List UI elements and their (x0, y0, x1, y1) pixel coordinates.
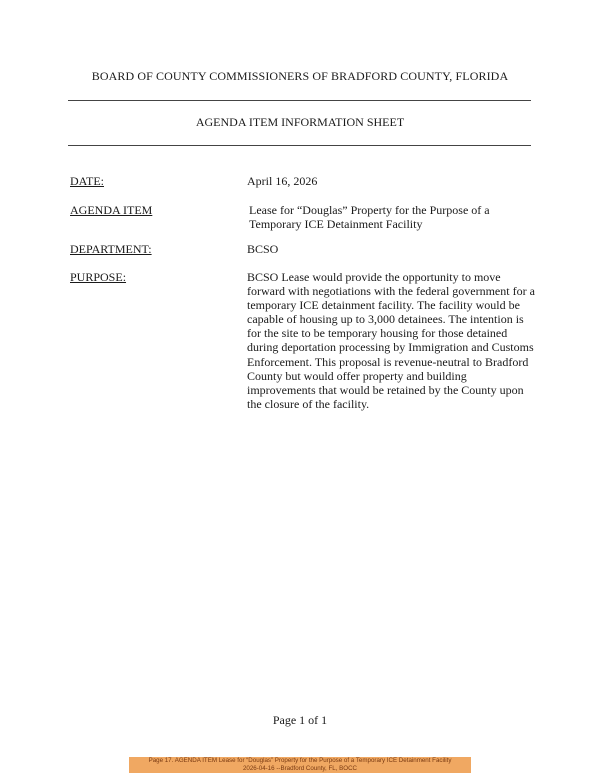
purpose-label: PURPOSE: (70, 270, 127, 284)
department-value: BCSO (247, 242, 279, 256)
header-divider-top (68, 100, 531, 101)
agenda-item-label: AGENDA ITEM (70, 203, 153, 217)
department-label: DEPARTMENT: (70, 242, 152, 256)
purpose-value: BCSO Lease would provide the opportunity to move forward with negotiations with the federal government for a temporary ICE detainment facility. The facility would be capable of housing up to 3,000 detainees. The intention is for the site to be temporary housing for those detained during deportation processing by Immigration and Customs Enforcement. This proposal is revenue-neutral to Bradford County but would offer property and building improvements that would be retained by the County upon the closure of the facility. (247, 270, 535, 411)
agenda-stamp-line-1: Page 17. AGENDA ITEM Lease for “Douglas” Property for the Purpose of a Temporary ICE Detainment Facility (148, 757, 452, 764)
page-number: Page 1 of 1 (272, 713, 328, 727)
agenda-stamp (129, 757, 471, 773)
date-value: April 16, 2026 (247, 174, 318, 188)
agenda-stamp-line-2: 2026-04-16 --Bradford County, FL, BOCC (242, 765, 358, 772)
date-label: DATE: (70, 174, 104, 188)
board-heading: BOARD OF COUNTY COMMISSIONERS OF BRADFORD COUNTY, FLORIDA (91, 69, 509, 83)
sheet-title: AGENDA ITEM INFORMATION SHEET (195, 115, 405, 129)
agenda-item-value: Lease for “Douglas” Property for the Purpose of a Temporary ICE Detainment Facility (249, 203, 490, 232)
header-divider-bottom (68, 145, 531, 146)
